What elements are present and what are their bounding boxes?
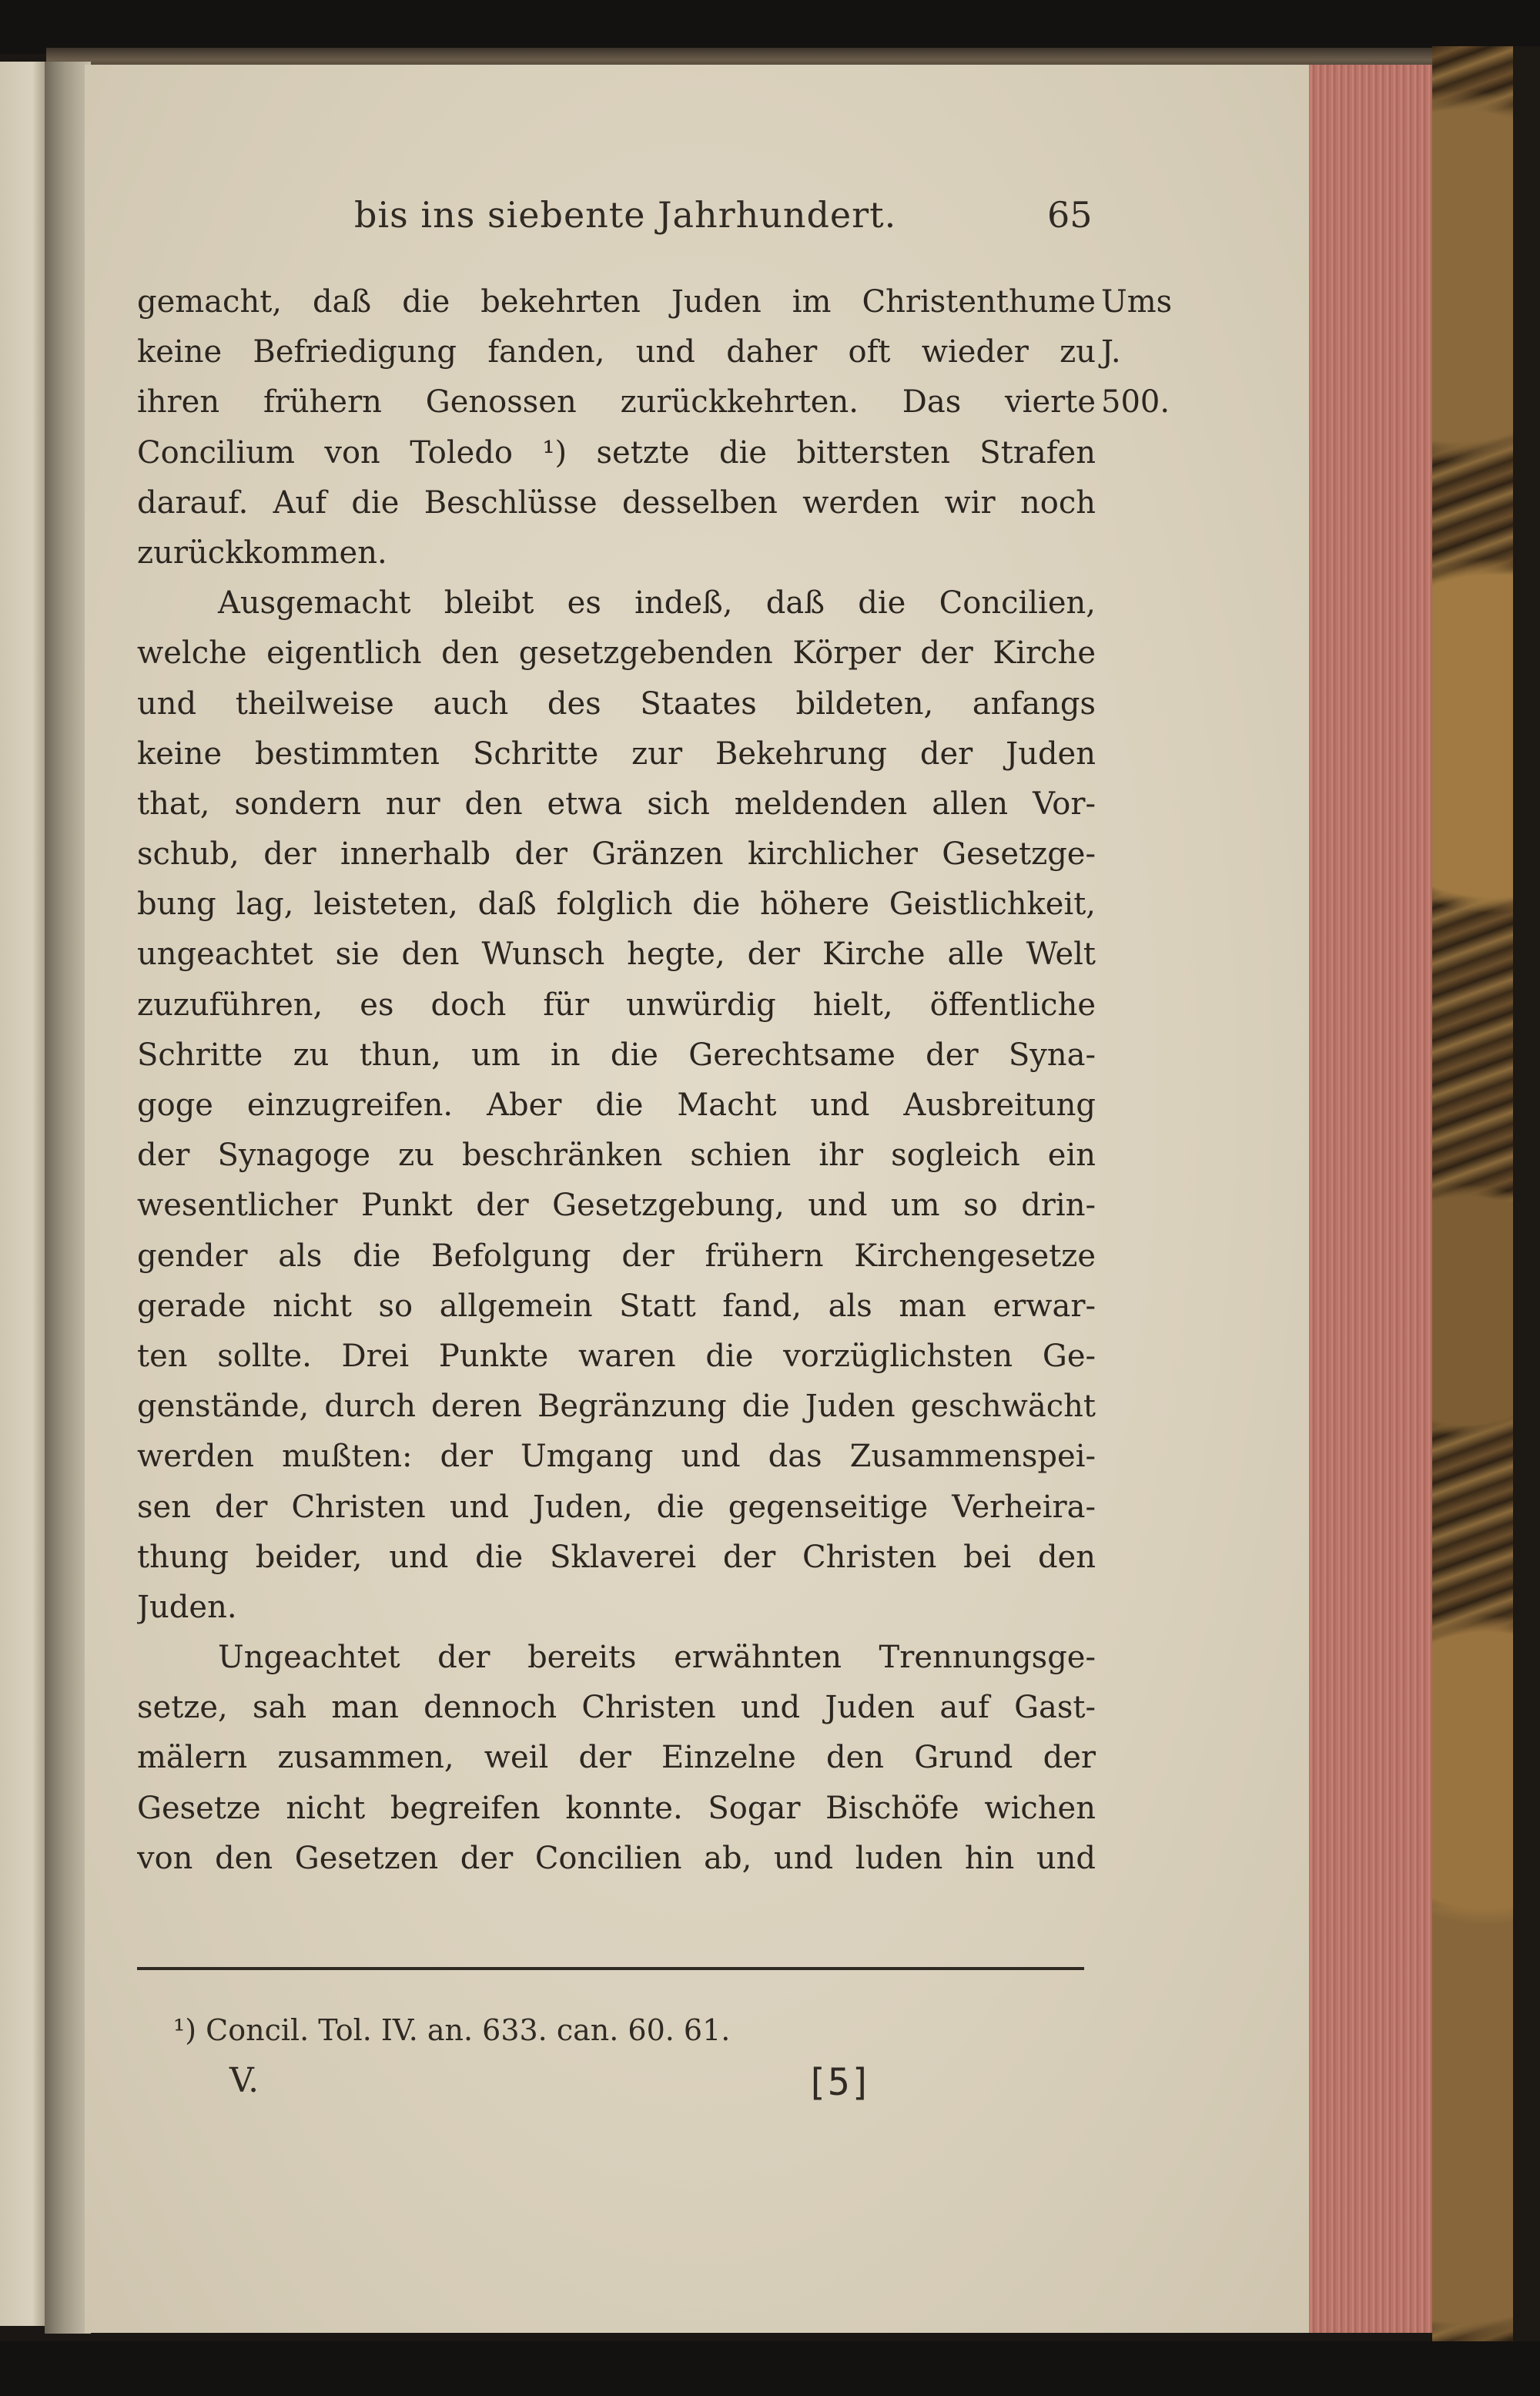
previous-page-edge [0,62,46,2326]
text-line: zurückkommen. [137,534,387,571]
text-line: keine Befriedigung fanden, und daher oft wieder zu [137,334,1096,370]
text-line: Ungeachtet der bereits erwähnten Trennungsge- [218,1640,1096,1676]
text-line: Gesetze nicht begreifen konnte. Sogar Bischöfe wichen [137,1790,1096,1826]
text-line: Juden. [137,1589,237,1625]
margin-note-line: 500. [1101,384,1170,421]
text-line: gerade nicht so allgemein Statt fand, als man erwar- [137,1288,1096,1324]
text-line: zuzuführen, es doch für unwürdig hielt, öffentliche [137,987,1096,1023]
text-line: wesentlicher Punkt der Gesetzgebung, und um so drin- [137,1188,1096,1224]
text-line: mälern zusammen, weil der Einzelne den Grund der [137,1740,1096,1776]
text-line: darauf. Auf die Beschlüsse desselben werden wir noch [137,484,1096,521]
text-line: genstände, durch deren Begränzung die Juden geschwächt [137,1389,1096,1425]
margin-note-line: Ums [1101,284,1173,320]
text-line: schub, der innerhalb der Gränzen kirchlicher Gesetzge- [137,836,1096,873]
text-line: werden mußten: der Umgang und das Zusammenspei- [137,1439,1096,1475]
page-number: 65 [1047,194,1093,236]
text-line: thung beider, und die Sklaverei der Christen bei den [137,1539,1096,1575]
text-line: der Synagoge zu beschränken schien ihr sogleich ein [137,1138,1096,1174]
text-line: Concilium von Toledo ¹) setzte die bittersten Strafen [137,434,1096,471]
running-head: bis ins siebente Jahrhundert. [354,194,897,236]
text-line: und theilweise auch des Staates bildeten, anfangs [137,685,1096,722]
text-line: ihren frühern Genossen zurückkehrten. Das vierte [137,384,1096,421]
text-line: setze, sah man dennoch Christen und Juden auf Gast- [137,1690,1096,1726]
text-line: ten sollte. Drei Punkte waren die vorzüglichsten Ge- [137,1338,1096,1374]
body-text [137,277,1096,1884]
marbled-cover [1432,46,1517,2345]
text-line: bung lag, leisteten, daß folglich die höhere Geistlichkeit, [137,886,1096,923]
text-line: keine bestimmten Schritte zur Bekehrung der Juden [137,736,1096,772]
background-bottom [0,2341,1540,2396]
text-line: Ausgemacht bleibt es indeß, daß die Concilien, [218,585,1096,622]
text-line: that, sondern nur den etwa sich meldenden allen Vor- [137,786,1096,822]
text-line: von den Gesetzen der Concilien ab, und luden hin und [137,1840,1096,1876]
text-line: goge einzugreifen. Aber die Macht und Ausbreitung [137,1087,1096,1123]
page-header [85,194,1309,240]
footnote-rule [137,1967,1084,1970]
gathering-mark: [5] [805,2061,872,2104]
text-line: gender als die Befolgung der frühern Kirchengesetze [137,1238,1096,1274]
text-line: gemacht, daß die bekehrten Juden im Christenthume [137,284,1096,320]
signature-mark: V. [229,2061,259,2100]
margin-note [1101,277,1172,428]
background-top [0,0,1540,54]
text-line: Schritte zu thun, um in die Gerechtsame der Syna- [137,1037,1096,1073]
gutter [45,62,91,2334]
margin-note-line: J. [1101,334,1121,370]
footnote: ¹) Concil. Tol. IV. an. 633. can. 60. 61. [173,2013,731,2047]
page-fore-edge [1309,65,1432,2333]
text-line: sen der Christen und Juden, die gegenseitige Verheira- [137,1489,1096,1525]
cover-edge [1513,46,1540,2345]
text-line: welche eigentlich den gesetzgebenden Körper der Kirche [137,635,1096,672]
text-line: ungeachtet sie den Wunsch hegte, der Kirche alle Welt [137,937,1096,973]
